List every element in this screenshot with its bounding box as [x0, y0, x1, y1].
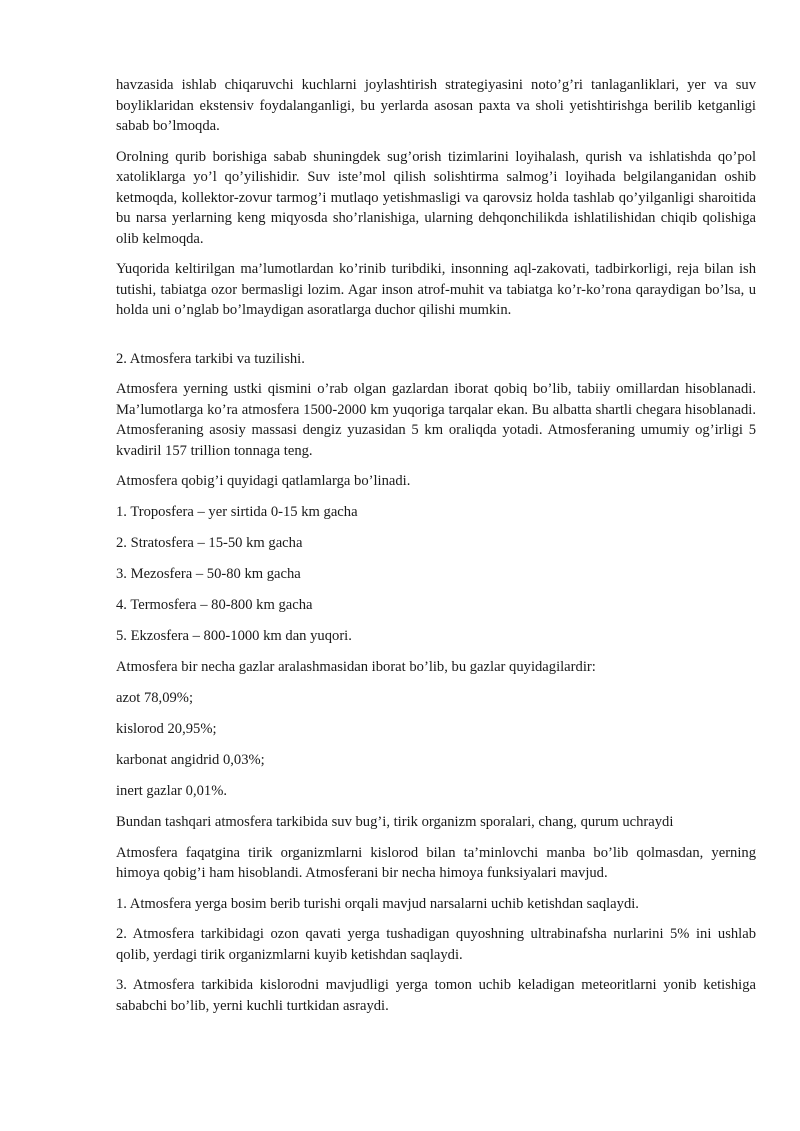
paragraph-conclusion: Yuqorida keltirilgan ma’lumotlardan ko’rinib turibdiki, insonning aql-zakovati, tadbirkorligi, reja bilan ish tutishi, tabiatga ozor bermasligi lozim. Agar inson atrof-muhit va tabiatga ko’r-ko’rona qaraydigan bo’lsa, u holda uni o’nglab bo’lmaydigan asoratlarga duchor qilishi mumkin. [116, 261, 756, 318]
list-item-inert-gases: inert gazlar 0,01%. [116, 782, 228, 799]
paragraph-other-components: Bundan tashqari atmosfera tarkibida suv bug’i, tirik organizm sporalari, chang, qurum uchraydi [116, 813, 674, 830]
list-item-mesosphere: 3. Mezosfera – 50-80 km gacha [116, 565, 301, 582]
list-item-carbon-dioxide: karbonat angidrid 0,03%; [116, 751, 265, 768]
list-item-function-pressure: 1. Atmosfera yerga bosim berib turishi orqali mavjud narsalarni uchib ketishdan saqlaydi. [116, 895, 639, 912]
list-item-oxygen: kislorod 20,95%; [116, 720, 217, 737]
paragraph-gases-intro: Atmosfera bir necha gazlar aralashmasidan iborat bo’lib, bu gazlar quyidagilardir: [116, 658, 596, 675]
list-item-thermosphere: 4. Termosfera – 80-800 km gacha [116, 596, 313, 613]
list-item-exosphere: 5. Ekzosfera – 800-1000 km dan yuqori. [116, 627, 352, 644]
list-item-nitrogen: azot 78,09%; [116, 689, 194, 706]
list-item-stratosphere: 2. Stratosfera – 15-50 km gacha [116, 534, 303, 551]
paragraph-layers-intro: Atmosfera qobig’i quyidagi qatlamlarga bo’linadi. [116, 473, 411, 489]
list-item-function-meteorites: 3. Atmosfera tarkibida kislorodni mavjudligi yerga tomon uchib keladigan meteoritlarni yonib ketishiga sababchi bo’lib, yerni kuchli turtkidan asraydi. [116, 977, 756, 1014]
paragraph-protective-role: Atmosfera faqatgina tirik organizmlarni kislorod bilan ta’minlovchi manba bo’lib qolmasdan, yerning himoya qobig’i ham hisoblandi. Atmosferani bir necha himoya funksiyalari mavjud. [116, 844, 756, 881]
document-page [116, 75, 756, 1026]
paragraph-irrigation-errors: Orolning qurib borishiga sabab shuningdek sug’orish tizimlarini loyihalash, qurish va ishlatishda qo’pol xatoliklarga yo’l qo’yilishidir. Suv iste’mol qilish solishtirma salmog’i loyihada belgilanganidan oshib ketmoqda, kollektor-zovur tarmog’i mutlaqo yetishmasligi va qarovsiz holda tashlab qo’yilganligi sharoitida bu narsa yerlarning keng miqyosda sho’rlanishiga, ularning dehqonchilikda ishlatilishidan chiqib qolishiga olib kelmoqda. [116, 148, 756, 247]
list-item-function-ozone: 2. Atmosfera tarkibidagi ozon qavati yerga tushadigan quyoshning ultrabinafsha nurlarini 5% ini ushlab qolib, yerdagi tirik organizmlarni kuyib ketishdan saqlaydi. [116, 926, 756, 963]
paragraph-aral-causes: havzasida ishlab chiqaruvchi kuchlarni joylashtirish strategiyasini noto’g’ri tanlaganliklari, yer va suv boyliklaridan ekstensiv foydalanganligi, bu yerlarda asosan paxta va sholi yetishtirishga berilib ketganligi sabab bo’lmoqda. [116, 77, 756, 134]
list-item-troposphere: 1. Troposfera – yer sirtida 0-15 km gacha [116, 503, 358, 520]
paragraph-atmosphere-definition: Atmosfera yerning ustki qismini o’rab olgan gazlardan iborat qobiq bo’lib, tabiiy omillardan hisoblanadi. Ma’lumotlarga ko’ra atmosfera 1500-2000 km yuqoriga tarqalar ekan. Bu albatta shartli chegara hisoblanadi. Atmosferaning asosiy massasi dengiz yuzasidan 5 km oraliqda yotadi. Atmosferaning umumiy og’irligi 5 kvadiril 157 trillion tonnaga teng. [116, 381, 756, 459]
section-heading-atmosphere: 2. Atmosfera tarkibi va tuzilishi. [116, 350, 305, 367]
